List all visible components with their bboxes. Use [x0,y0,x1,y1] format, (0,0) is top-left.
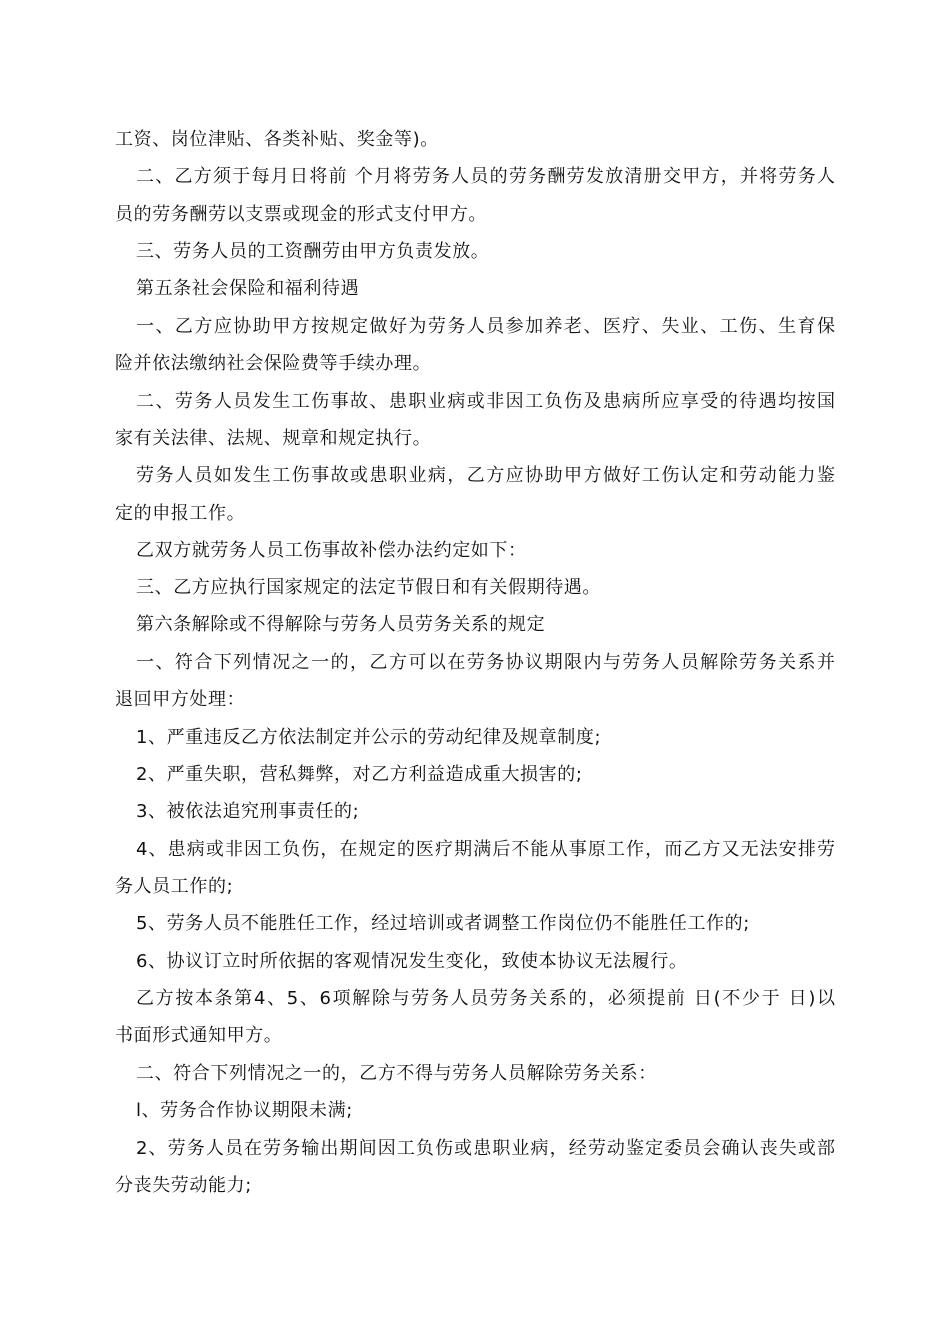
list-item: 3、被依法追究刑事责任的; [136,801,360,822]
text-line: 劳务人员如发生工伤事故或患职业病，乙方应协助甲方做好工伤认定和劳动能力鉴 [136,465,835,486]
text-line: 务人员工作的; [115,876,234,897]
text-line: 乙双方就劳务人员工伤事故补偿办法约定如下： [136,540,527,561]
text-line: 二、乙方须于每月日将前 个月将劳务人员的劳务酬劳发放清册交甲方，并将劳务人 [136,166,835,187]
text-line: 书面形式通知甲方。 [115,1025,283,1046]
text-line: 定的申报工作。 [115,503,246,524]
list-item: 2、严重失职，营私舞弊，对乙方利益造成重大损害的; [136,764,583,785]
list-item: 1、严重违反乙方依法制定并公示的劳动纪律及规章制度; [136,727,602,748]
text-line: 一、乙方应协助甲方按规定做好为劳务人员参加养老、医疗、失业、工伤、生育保 [136,316,835,337]
text-line: 员的劳务酬劳以支票或现金的形式支付甲方。 [115,204,487,225]
list-item: 6、协议订立时所依据的客观情况发生变化，致使本协议无法履行。 [136,951,688,972]
section-heading: 第五条社会保险和福利待遇 [136,278,360,299]
list-item: 5、劳务人员不能胜任工作，经过培训或者调整工作岗位仍不能胜任工作的; [136,913,750,934]
text-line: 二、符合下列情况之一的，乙方不得与劳务人员解除劳务关系： [136,1063,657,1084]
text-line: 二、劳务人员发生工伤事故、患职业病或非因工负伤及患病所应享受的待遇均按国 [136,391,835,412]
list-item: 2、劳务人员在劳务输出期间因工负伤或患职业病，经劳动鉴定委员会确认丧失或部 [136,1138,835,1159]
list-item: l、劳务合作协议期限未满; [136,1100,353,1121]
section-heading: 第六条解除或不得解除与劳务人员劳务关系的规定 [136,614,546,635]
text-line: 退回甲方处理： [115,689,246,710]
text-line: 工资、岗位津贴、各类补贴、奖金等)。 [115,129,439,150]
text-line: 险并依法缴纳社会保险费等手续办理。 [115,353,432,374]
text-line: 家有关法律、法规、规章和规定执行。 [115,428,432,449]
text-line: 三、劳务人员的工资酬劳由甲方负责发放。 [136,241,490,262]
list-item: 4、患病或非因工负伤，在规定的医疗期满后不能从事原工作，而乙方又无法安排劳 [136,839,835,860]
text-line: 乙方按本条第4、5、6项解除与劳务人员劳务关系的，必须提前 日(不少于 日)以 [136,988,835,1009]
text-line: 分丧失劳动能力; [115,1175,252,1196]
text-line: 一、符合下列情况之一的，乙方可以在劳务协议期限内与劳务人员解除劳务关系并 [136,652,835,673]
text-line: 三、乙方应执行国家规定的法定节假日和有关假期待遇。 [136,577,601,598]
